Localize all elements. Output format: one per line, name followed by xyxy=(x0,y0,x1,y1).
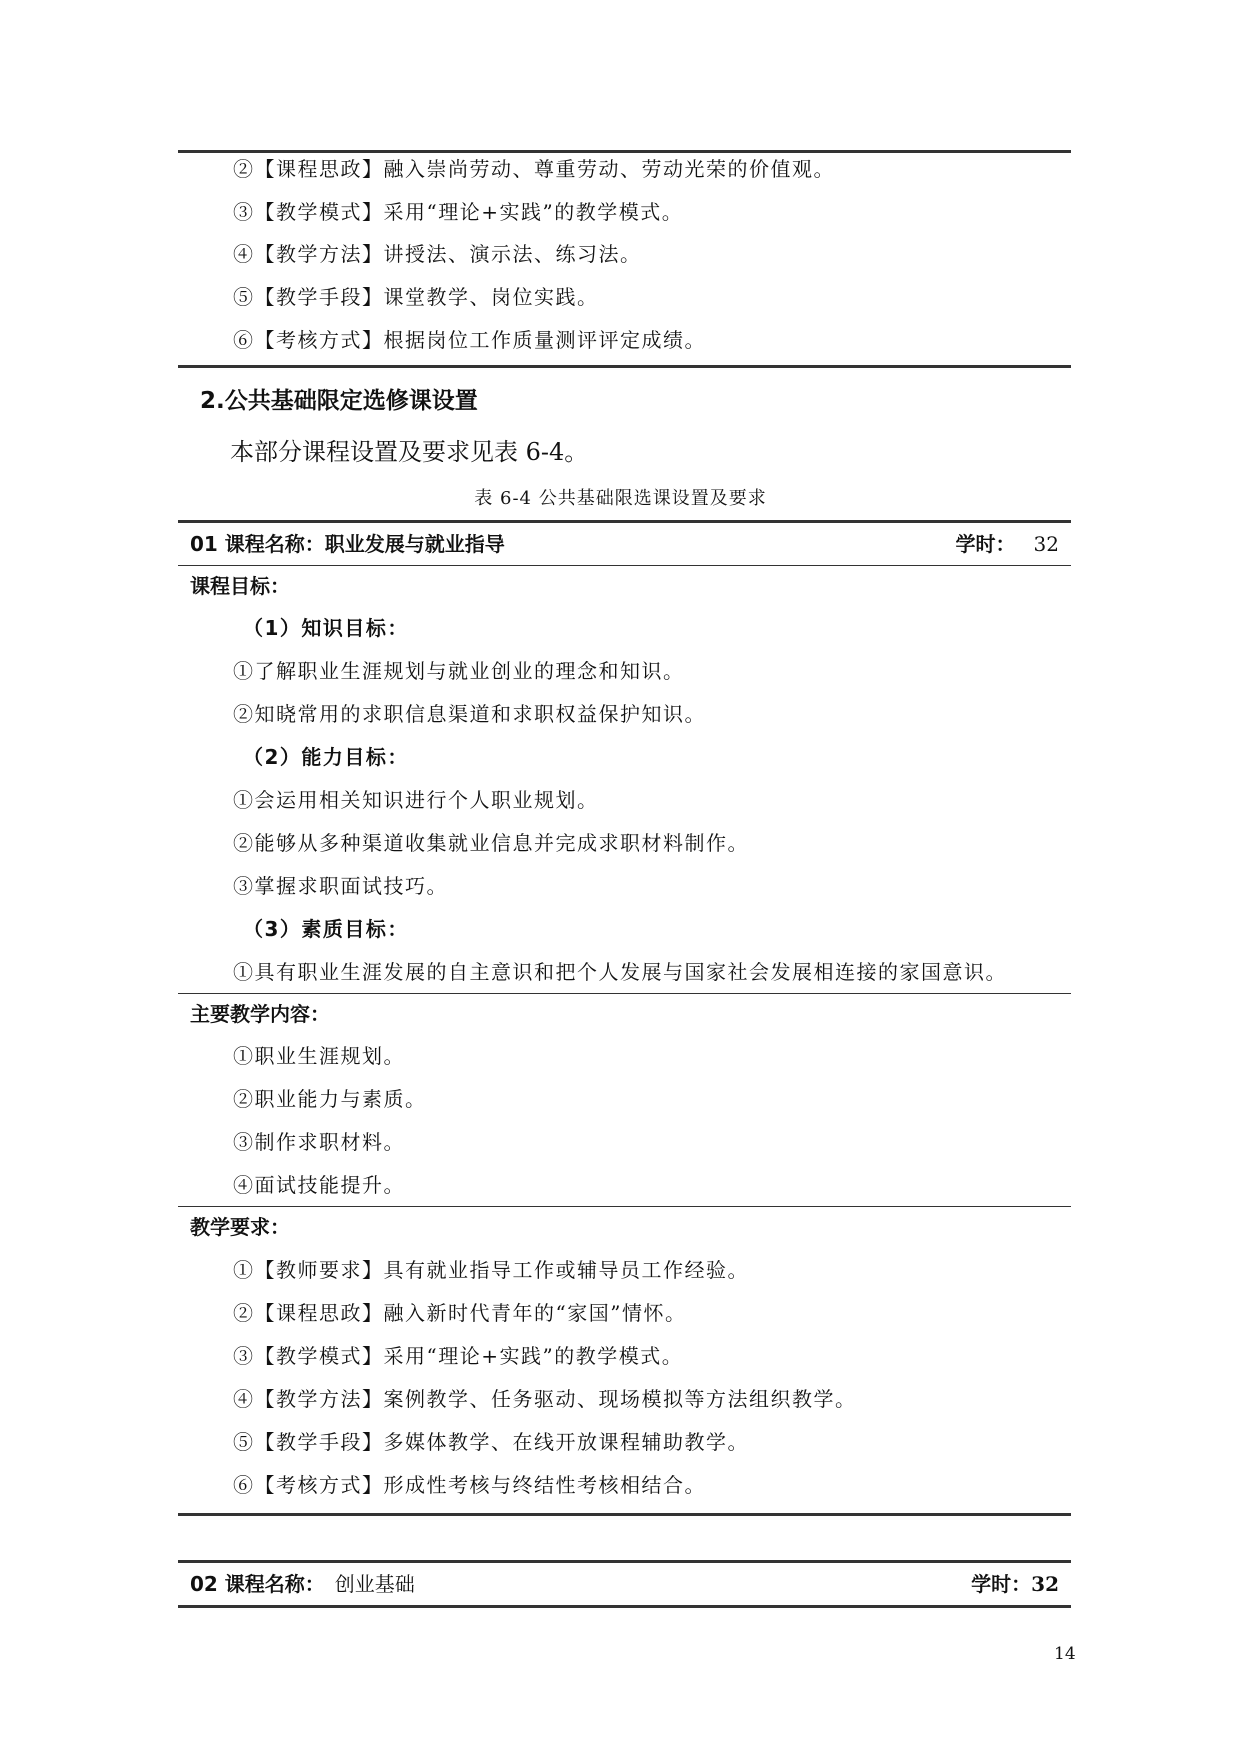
top-item-5: ⑥【考核方式】根据岗位工作质量测评评定成绩。 xyxy=(233,328,706,352)
knowledge-title: （1）知识目标： xyxy=(243,616,409,640)
course1-bottom-border xyxy=(178,1513,1071,1516)
knowledge-item-2: ②知晓常用的求职信息渠道和求职权益保护知识。 xyxy=(233,702,706,726)
course2-bottom-border xyxy=(178,1605,1071,1608)
course1-top-border xyxy=(178,520,1071,523)
quality-title: （3）素质目标： xyxy=(243,917,409,941)
ability-item-2: ②能够从多种渠道收集就业信息并完成求职材料制作。 xyxy=(233,831,749,855)
ability-item-3: ③掌握求职面试技巧。 xyxy=(233,874,448,898)
course1-header-divider xyxy=(178,565,1071,566)
course1-name: 01 课程名称：职业发展与就业指导 xyxy=(190,532,505,556)
course2-hours-value: 32 xyxy=(1031,1572,1059,1596)
top-item-4: ⑤【教学手段】课堂教学、岗位实践。 xyxy=(233,285,599,309)
top-item-2: ③【教学模式】采用“理论+实践”的教学模式。 xyxy=(233,200,684,224)
page-number: 14 xyxy=(1054,1644,1076,1664)
table-caption: 表 6-4 公共基础限选课设置及要求 xyxy=(474,488,767,509)
ability-item-1: ①会运用相关知识进行个人职业规划。 xyxy=(233,788,599,812)
course2-hours-label: 学时： xyxy=(971,1572,1032,1596)
requirement-item-2: ②【课程思政】融入新时代青年的“家国”情怀。 xyxy=(233,1301,687,1325)
course1-hours-value: 32 xyxy=(1033,532,1059,556)
top-item-1: ②【课程思政】融入崇尚劳动、尊重劳动、劳动光荣的价值观。 xyxy=(233,157,835,181)
section-intro: 本部分课程设置及要求见表 6-4。 xyxy=(230,438,589,466)
course1-hours-label: 学时： xyxy=(955,532,1016,556)
knowledge-item-1: ①了解职业生涯规划与就业创业的理念和知识。 xyxy=(233,659,685,683)
requirement-item-4: ④【教学方法】案例教学、任务驱动、现场模拟等方法组织教学。 xyxy=(233,1387,857,1411)
objectives-divider xyxy=(178,993,1071,994)
course2-name-value: 创业基础 xyxy=(334,1572,415,1596)
content-item-1: ①职业生涯规划。 xyxy=(233,1044,405,1068)
requirement-item-3: ③【教学模式】采用“理论+实践”的教学模式。 xyxy=(233,1344,684,1368)
content-item-3: ③制作求职材料。 xyxy=(233,1130,405,1154)
table-bottom-border xyxy=(178,365,1071,368)
objectives-title: 课程目标： xyxy=(190,574,290,598)
course2-name xyxy=(190,1568,415,1597)
course1-hours xyxy=(956,528,1059,557)
top-item-3: ④【教学方法】讲授法、演示法、练习法。 xyxy=(233,242,642,266)
quality-item-1: ①具有职业生涯发展的自主意识和把个人发展与国家社会发展相连接的家国意识。 xyxy=(233,960,1007,984)
content-title: 主要教学内容： xyxy=(190,1002,330,1026)
course2-top-border xyxy=(178,1560,1071,1563)
requirement-item-6: ⑥【考核方式】形成性考核与终结性考核相结合。 xyxy=(233,1473,706,1497)
content-item-2: ②职业能力与素质。 xyxy=(233,1087,427,1111)
requirement-item-1: ①【教师要求】具有就业指导工作或辅导员工作经验。 xyxy=(233,1258,749,1282)
content-item-4: ④面试技能提升。 xyxy=(233,1173,405,1197)
section-heading: 2.公共基础限定选修课设置 xyxy=(200,388,478,414)
ability-title: （2）能力目标： xyxy=(243,745,409,769)
course2-name-label: 02 课程名称： xyxy=(190,1572,325,1596)
requirements-title: 教学要求： xyxy=(190,1215,290,1239)
course2-hours xyxy=(971,1568,1059,1597)
requirement-item-5: ⑤【教学手段】多媒体教学、在线开放课程辅助教学。 xyxy=(233,1430,749,1454)
content-divider xyxy=(178,1206,1071,1207)
